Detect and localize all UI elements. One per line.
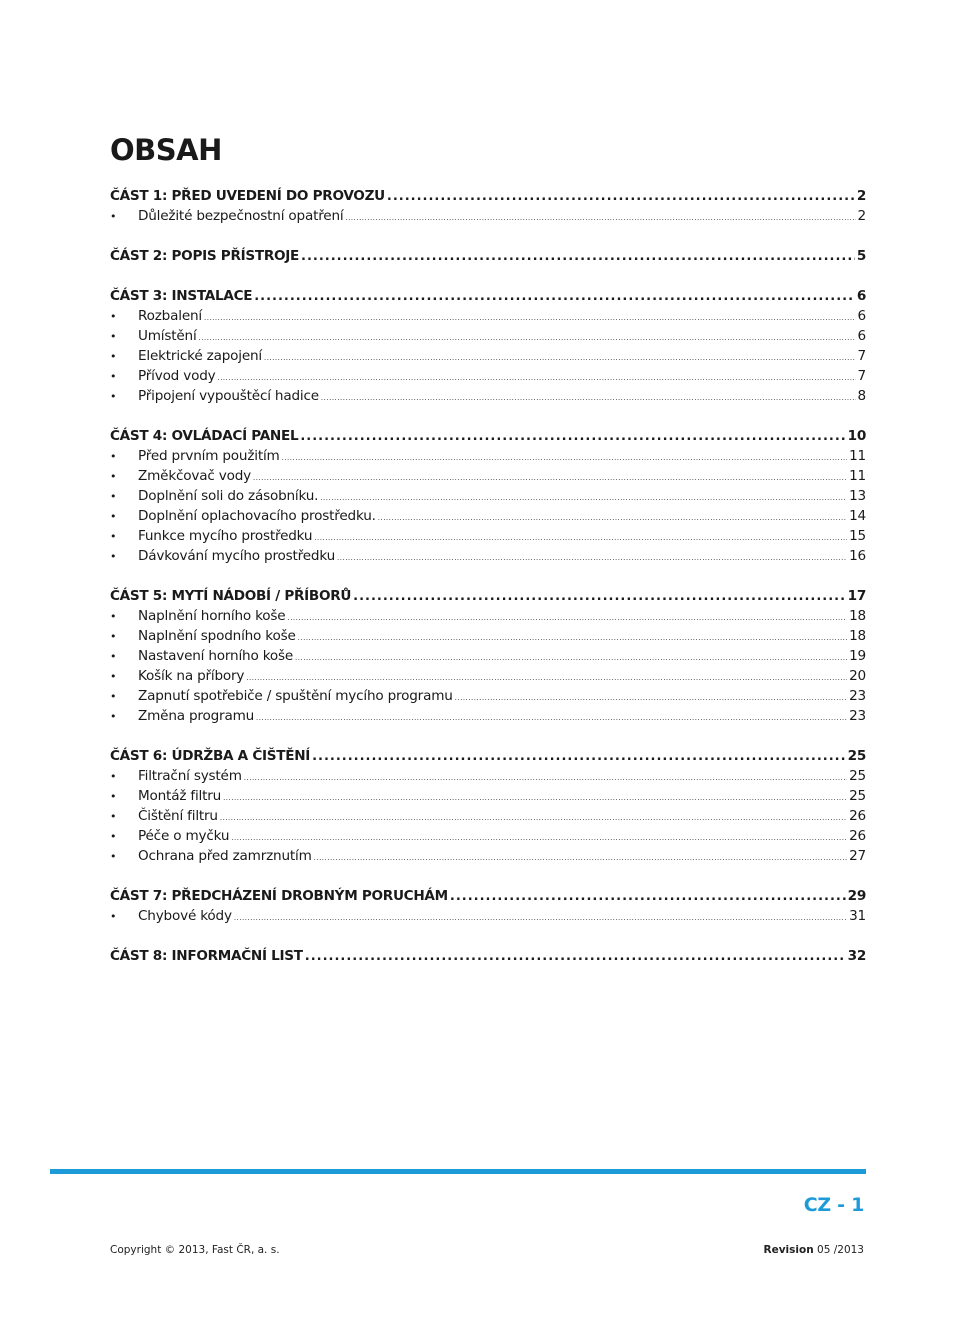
toc-item[interactable] [110,466,866,486]
toc-item-page: 11 [849,448,866,464]
toc-item[interactable] [110,446,866,466]
toc-leader-dots [244,768,847,788]
toc-heading-page: 32 [847,948,866,964]
toc-item[interactable] [110,806,866,826]
bullet-icon: • [110,390,117,403]
toc-heading-label: ČÁST 1: PŘED UVEDENÍ DO PROVOZU [110,188,385,204]
toc-item-page: 26 [849,828,866,844]
toc-item-label: Doplnění soli do zásobníku. [138,488,319,504]
toc-item[interactable] [110,526,866,546]
toc-leader-dots [387,187,855,207]
toc-item-label: Naplnění horního koše [138,608,286,624]
toc-leader-dots [254,287,855,307]
toc-item-label: Změna programu [138,708,255,724]
bullet-icon: • [110,910,117,923]
toc-item-page: 13 [849,488,866,504]
toc-item[interactable] [110,606,866,626]
toc-section [110,886,866,926]
toc-heading[interactable] [110,426,866,446]
bullet-icon: • [110,470,117,483]
toc-heading-label: ČÁST 4: OVLÁDACÍ PANEL [110,428,299,444]
toc-item[interactable] [110,846,866,866]
toc-heading-page: 2 [856,188,866,204]
bullet-icon: • [110,670,117,683]
bullet-icon: • [110,530,117,543]
toc-heading-page: 29 [847,888,866,904]
toc-section [110,286,866,406]
toc-leader-dots [301,247,855,267]
toc-leader-dots [199,328,856,348]
bullet-icon: • [110,790,117,803]
toc-item-page: 25 [849,788,866,804]
toc-leader-dots [320,488,847,508]
toc-leader-dots [314,848,847,868]
toc-item-page: 8 [857,388,866,404]
bullet-icon: • [110,370,117,383]
bullet-icon: • [110,770,117,783]
table-of-contents [110,186,866,966]
toc-item-label: Dávkování mycího prostředku [138,548,336,564]
toc-item-page: 20 [849,668,866,684]
toc-item[interactable] [110,506,866,526]
toc-item-page: 11 [849,468,866,484]
toc-section [110,946,866,966]
toc-leader-dots [204,308,856,328]
toc-item-label: Péče o myčku [138,828,230,844]
toc-item-label: Montáž filtru [138,788,222,804]
toc-item-label: Elektrické zapojení [138,348,262,364]
toc-heading-page: 25 [847,748,866,764]
toc-leader-dots [246,668,847,688]
toc-leader-dots [217,368,855,388]
toc-section [110,586,866,726]
toc-item[interactable] [110,486,866,506]
bullet-icon: • [110,610,117,623]
toc-item-page: 23 [849,688,866,704]
toc-leader-dots [345,208,855,228]
toc-section [110,426,866,566]
toc-item[interactable] [110,706,866,726]
toc-item[interactable] [110,666,866,686]
toc-item-page: 7 [857,348,866,364]
toc-item[interactable] [110,326,866,346]
footer-divider [50,1169,866,1174]
toc-item-label: Zapnutí spotřebiče / spuštění mycího programu [138,688,453,704]
toc-item-label: Naplnění spodního koše [138,628,296,644]
toc-item[interactable] [110,306,866,326]
toc-heading-label: ČÁST 7: PŘEDCHÁZENÍ DROBNÝM PORUCHÁM [110,888,448,904]
toc-leader-dots [220,808,847,828]
toc-item-label: Umístění [138,328,197,344]
toc-leader-dots [378,508,847,528]
toc-leader-dots [287,608,847,628]
bullet-icon: • [110,210,117,223]
toc-item-page: 2 [857,208,866,224]
revision-label: Revision [763,1244,814,1256]
toc-leader-dots [353,587,846,607]
toc-item-page: 6 [857,328,866,344]
toc-section [110,246,866,266]
toc-leader-dots [337,548,847,568]
toc-heading-label: ČÁST 3: INSTALACE [110,288,253,304]
toc-item[interactable] [110,366,866,386]
bullet-icon: • [110,330,117,343]
toc-leader-dots [295,648,847,668]
toc-heading-page: 10 [847,428,866,444]
toc-item-page: 26 [849,808,866,824]
page-number: CZ - 1 [803,1194,864,1216]
toc-leader-dots [223,788,847,808]
toc-item-page: 19 [849,648,866,664]
bullet-icon: • [110,550,117,563]
toc-item[interactable] [110,906,866,926]
toc-leader-dots [282,448,847,468]
toc-item-label: Změkčovač vody [138,468,251,484]
toc-item[interactable] [110,386,866,406]
toc-item-label: Připojení vypouštěcí hadice [138,388,319,404]
toc-heading-label: ČÁST 6: ÚDRŽBA A ČIŠTĚNÍ [110,748,311,764]
toc-heading-label: ČÁST 2: POPIS PŘÍSTROJE [110,248,300,264]
toc-item[interactable] [110,766,866,786]
toc-item-label: Čištění filtru [138,808,218,824]
toc-leader-dots [305,947,846,967]
toc-heading[interactable] [110,946,866,966]
toc-item[interactable] [110,346,866,366]
revision-value: 05 /2013 [817,1244,864,1256]
bullet-icon: • [110,690,117,703]
toc-heading-page: 17 [847,588,866,604]
bullet-icon: • [110,510,117,523]
toc-item[interactable] [110,646,866,666]
toc-item-label: Chybové kódy [138,908,232,924]
toc-item-page: 6 [857,308,866,324]
toc-heading[interactable] [110,886,866,906]
toc-leader-dots [300,427,845,447]
toc-item[interactable] [110,786,866,806]
copyright-notice: Copyright © 2013, Fast ČR, a. s. [110,1244,280,1256]
toc-heading[interactable] [110,286,866,306]
toc-item-label: Doplnění oplachovacího prostředku. [138,508,376,524]
toc-heading[interactable] [110,586,866,606]
bullet-icon: • [110,310,117,323]
bullet-icon: • [110,490,117,503]
toc-heading[interactable] [110,746,866,766]
toc-item-label: Přívod vody [138,368,216,384]
toc-item-label: Ochrana před zamrznutím [138,848,312,864]
toc-heading[interactable] [110,186,866,206]
bullet-icon: • [110,810,117,823]
toc-item-label: Před prvním použitím [138,448,280,464]
toc-leader-dots [321,388,856,408]
toc-item[interactable] [110,826,866,846]
toc-leader-dots [256,708,847,728]
toc-heading[interactable] [110,246,866,266]
revision-info [763,1244,864,1256]
toc-leader-dots [314,528,847,548]
toc-leader-dots [312,747,846,767]
toc-heading-label: ČÁST 5: MYTÍ NÁDOBÍ / PŘÍBORŮ [110,588,352,604]
toc-leader-dots [450,887,846,907]
toc-section [110,746,866,866]
toc-item-page: 15 [849,528,866,544]
toc-heading-label: ČÁST 8: INFORMAČNÍ LIST [110,948,303,964]
toc-leader-dots [234,908,847,928]
toc-item-label: Nastavení horního koše [138,648,294,664]
toc-item-label: Košík na příbory [138,668,245,684]
bullet-icon: • [110,710,117,723]
bullet-icon: • [110,450,117,463]
toc-section [110,186,866,226]
toc-item-label: Funkce mycího prostředku [138,528,313,544]
toc-item[interactable] [110,686,866,706]
toc-leader-dots [298,628,847,648]
toc-item-page: 27 [849,848,866,864]
toc-leader-dots [264,348,856,368]
toc-item-label: Rozbalení [138,308,202,324]
bullet-icon: • [110,830,117,843]
toc-leader-dots [253,468,847,488]
toc-item-page: 25 [849,768,866,784]
toc-item-page: 23 [849,708,866,724]
toc-item-page: 18 [849,608,866,624]
toc-item-page: 14 [849,508,866,524]
bullet-icon: • [110,850,117,863]
toc-item-page: 16 [849,548,866,564]
bullet-icon: • [110,650,117,663]
bullet-icon: • [110,630,117,643]
toc-leader-dots [231,828,847,848]
toc-item-label: Důležité bezpečnostní opatření [138,208,344,224]
page-title: OBSAH [110,133,222,167]
toc-leader-dots [455,688,847,708]
toc-item[interactable] [110,546,866,566]
toc-item[interactable] [110,626,866,646]
toc-item-page: 31 [849,908,866,924]
toc-heading-page: 5 [856,248,866,264]
toc-heading-page: 6 [856,288,866,304]
toc-item[interactable] [110,206,866,226]
bullet-icon: • [110,350,117,363]
toc-item-page: 18 [849,628,866,644]
toc-item-label: Filtrační systém [138,768,242,784]
toc-item-page: 7 [857,368,866,384]
